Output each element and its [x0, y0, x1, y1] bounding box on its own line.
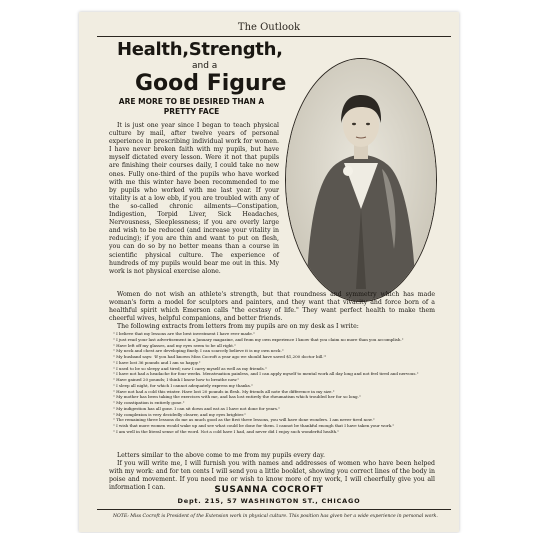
testimonial-quote: " I believe that my lessons are the best investment I have ever made.": [113, 331, 255, 336]
running-head: The Outlook: [237, 22, 301, 33]
testimonial-quote: " I sleep all night, for which I cannot adequately express my thanks.": [113, 382, 253, 388]
testimonial-quote: " My husband says: 'If you had known Miss Cocroft a year ago we should have saved $1,200 doctor bill.'": [113, 354, 327, 359]
testimonial-quote: " The remaining three lessons do me as much good as the first three lessons, you will have done wonders. I am never tired now.": [113, 417, 375, 423]
testimonial-quote: " Have gained 20 pounds; I think I know how to breathe now.": [113, 377, 240, 382]
testimonial-quote: " My neck and chest are developing finely. I can scarcely believe it is my own neck.": [113, 348, 284, 354]
headline-line-2: and a: [192, 61, 218, 71]
top-rule: [97, 36, 451, 37]
portrait-oval: [285, 58, 437, 302]
testimonial-quote: " I wish that more women would wake up and see what could be done for them. I cannot be thankful enough that I have taken your work.": [113, 423, 395, 428]
body-paragraph: It is just one year since I began to teach physical culture by mail, after twelve years of personal experience in prescribing individual work for women. I have never broken faith with my pupils, but have myself dictated every lesson. Were it not that pupils are finishing their courses daily, I could take no new ones. Fully one-third of the pupils who have worked with me this winter have been recommended to me by pupils who worked with me last year. If your vitality is at a low ebb, if you are troubled with any of the so-called chronic ailments—Constipation, Indigestion, Torpid Liver, Sick Headaches, Nervousness, Sleeplessness; if you are overly large and wish to be reduced (and increase your vitality in reducing); if you are thin and want to put on flesh, you can do so by no better means than a course in scientific physical culture. The experience of hundreds of my pupils would bear me out in this. My work is not physical exercise alone.: [109, 122, 279, 275]
headline-line-3: Good Figure: [135, 71, 287, 96]
testimonial-quote: " I just read your last advertisement in a January magazine, and from my own experience I know that you claim no more than you accomplish.": [113, 336, 404, 342]
body-column: [109, 122, 279, 276]
testimonial-quote: " I have not had a headache for four weeks. Menstruation painless, and I can apply myself to mental work all day long and not feel tired and nervous.": [113, 371, 419, 377]
testimonial-quote: " Have not had a cold this winter. Have lost 20 pounds in flesh. My friends all note the difference in my size.": [113, 388, 335, 394]
testimonial-quote: " I used to be so sleepy and tired; now I carry myself as well as my friends.": [113, 365, 267, 371]
advertiser-address: Dept. 215, 57 WASHINGTON ST., CHICAGO: [177, 497, 361, 505]
testimonial-quote: " Have left off my glasses, and my eyes seem to be all right.": [113, 342, 236, 348]
closing-paragraph-1: Letters similar to the above come to me from my pupils every day.: [117, 452, 325, 459]
full-text-paragraph-2: The following extracts from letters from my pupils are on my desk as I write:: [117, 323, 359, 330]
testimonial-quote: " My complexion is very decidedly clearer, and my eyes brighter.": [113, 411, 246, 417]
closing-paragraph-2: If you will write me, I will furnish you with names and addresses of women who have been helped with my work: and for ten cents I will send you a little booklet, showing you correct lines of the body in poise and movement. If you need me or wish to know more of my work, I will cheerfully give you all information I can.: [109, 460, 435, 491]
testimonial-quote: " My indigestion has all gone. I can sit down and eat as I have not done for years.": [113, 405, 281, 411]
headline-line-1: Health,Strength,: [117, 39, 283, 60]
woman-portrait-illustration: [286, 59, 436, 301]
testimonial-quote: " My mother has been taking the exercises with me, and has lost entirely the rheumatism which troubled her for so long.": [113, 394, 361, 400]
testimonial-quote: " My constipation is entirely gone.": [113, 400, 185, 405]
testimonial-quote: " I am well in the literal sense of the word. Not a cold have I had, and never did I enjoy such wonderful health.": [113, 428, 340, 434]
bottom-rule: [97, 509, 451, 510]
subheadline: ARE MORE TO BE DESIRED THAN A PRETTY FACE: [118, 97, 265, 116]
full-width-text: [109, 291, 435, 331]
testimonial-quote: " I have lost 36 pounds and I am so happy.": [113, 359, 201, 365]
full-text-paragraph-1: Women do not wish an athlete's strength, but that roundness and symmetry which has made woman's form a model for sculptors and painters, and they want that vivacity and force born of a healthful spirit which Emerson calls "the ecstasy of life." They want perfect health to make them cheerful wives, helpful companions, and better friends.: [109, 291, 435, 322]
footnote: NOTE: Miss Cocroft is President of the Extension work in physical culture. This position has given her a wide experience in personal work.: [113, 514, 438, 519]
advertiser-name: SUSANNA COCROFT: [214, 485, 324, 495]
magazine-page: [79, 12, 459, 532]
testimonial-list: [113, 331, 435, 435]
